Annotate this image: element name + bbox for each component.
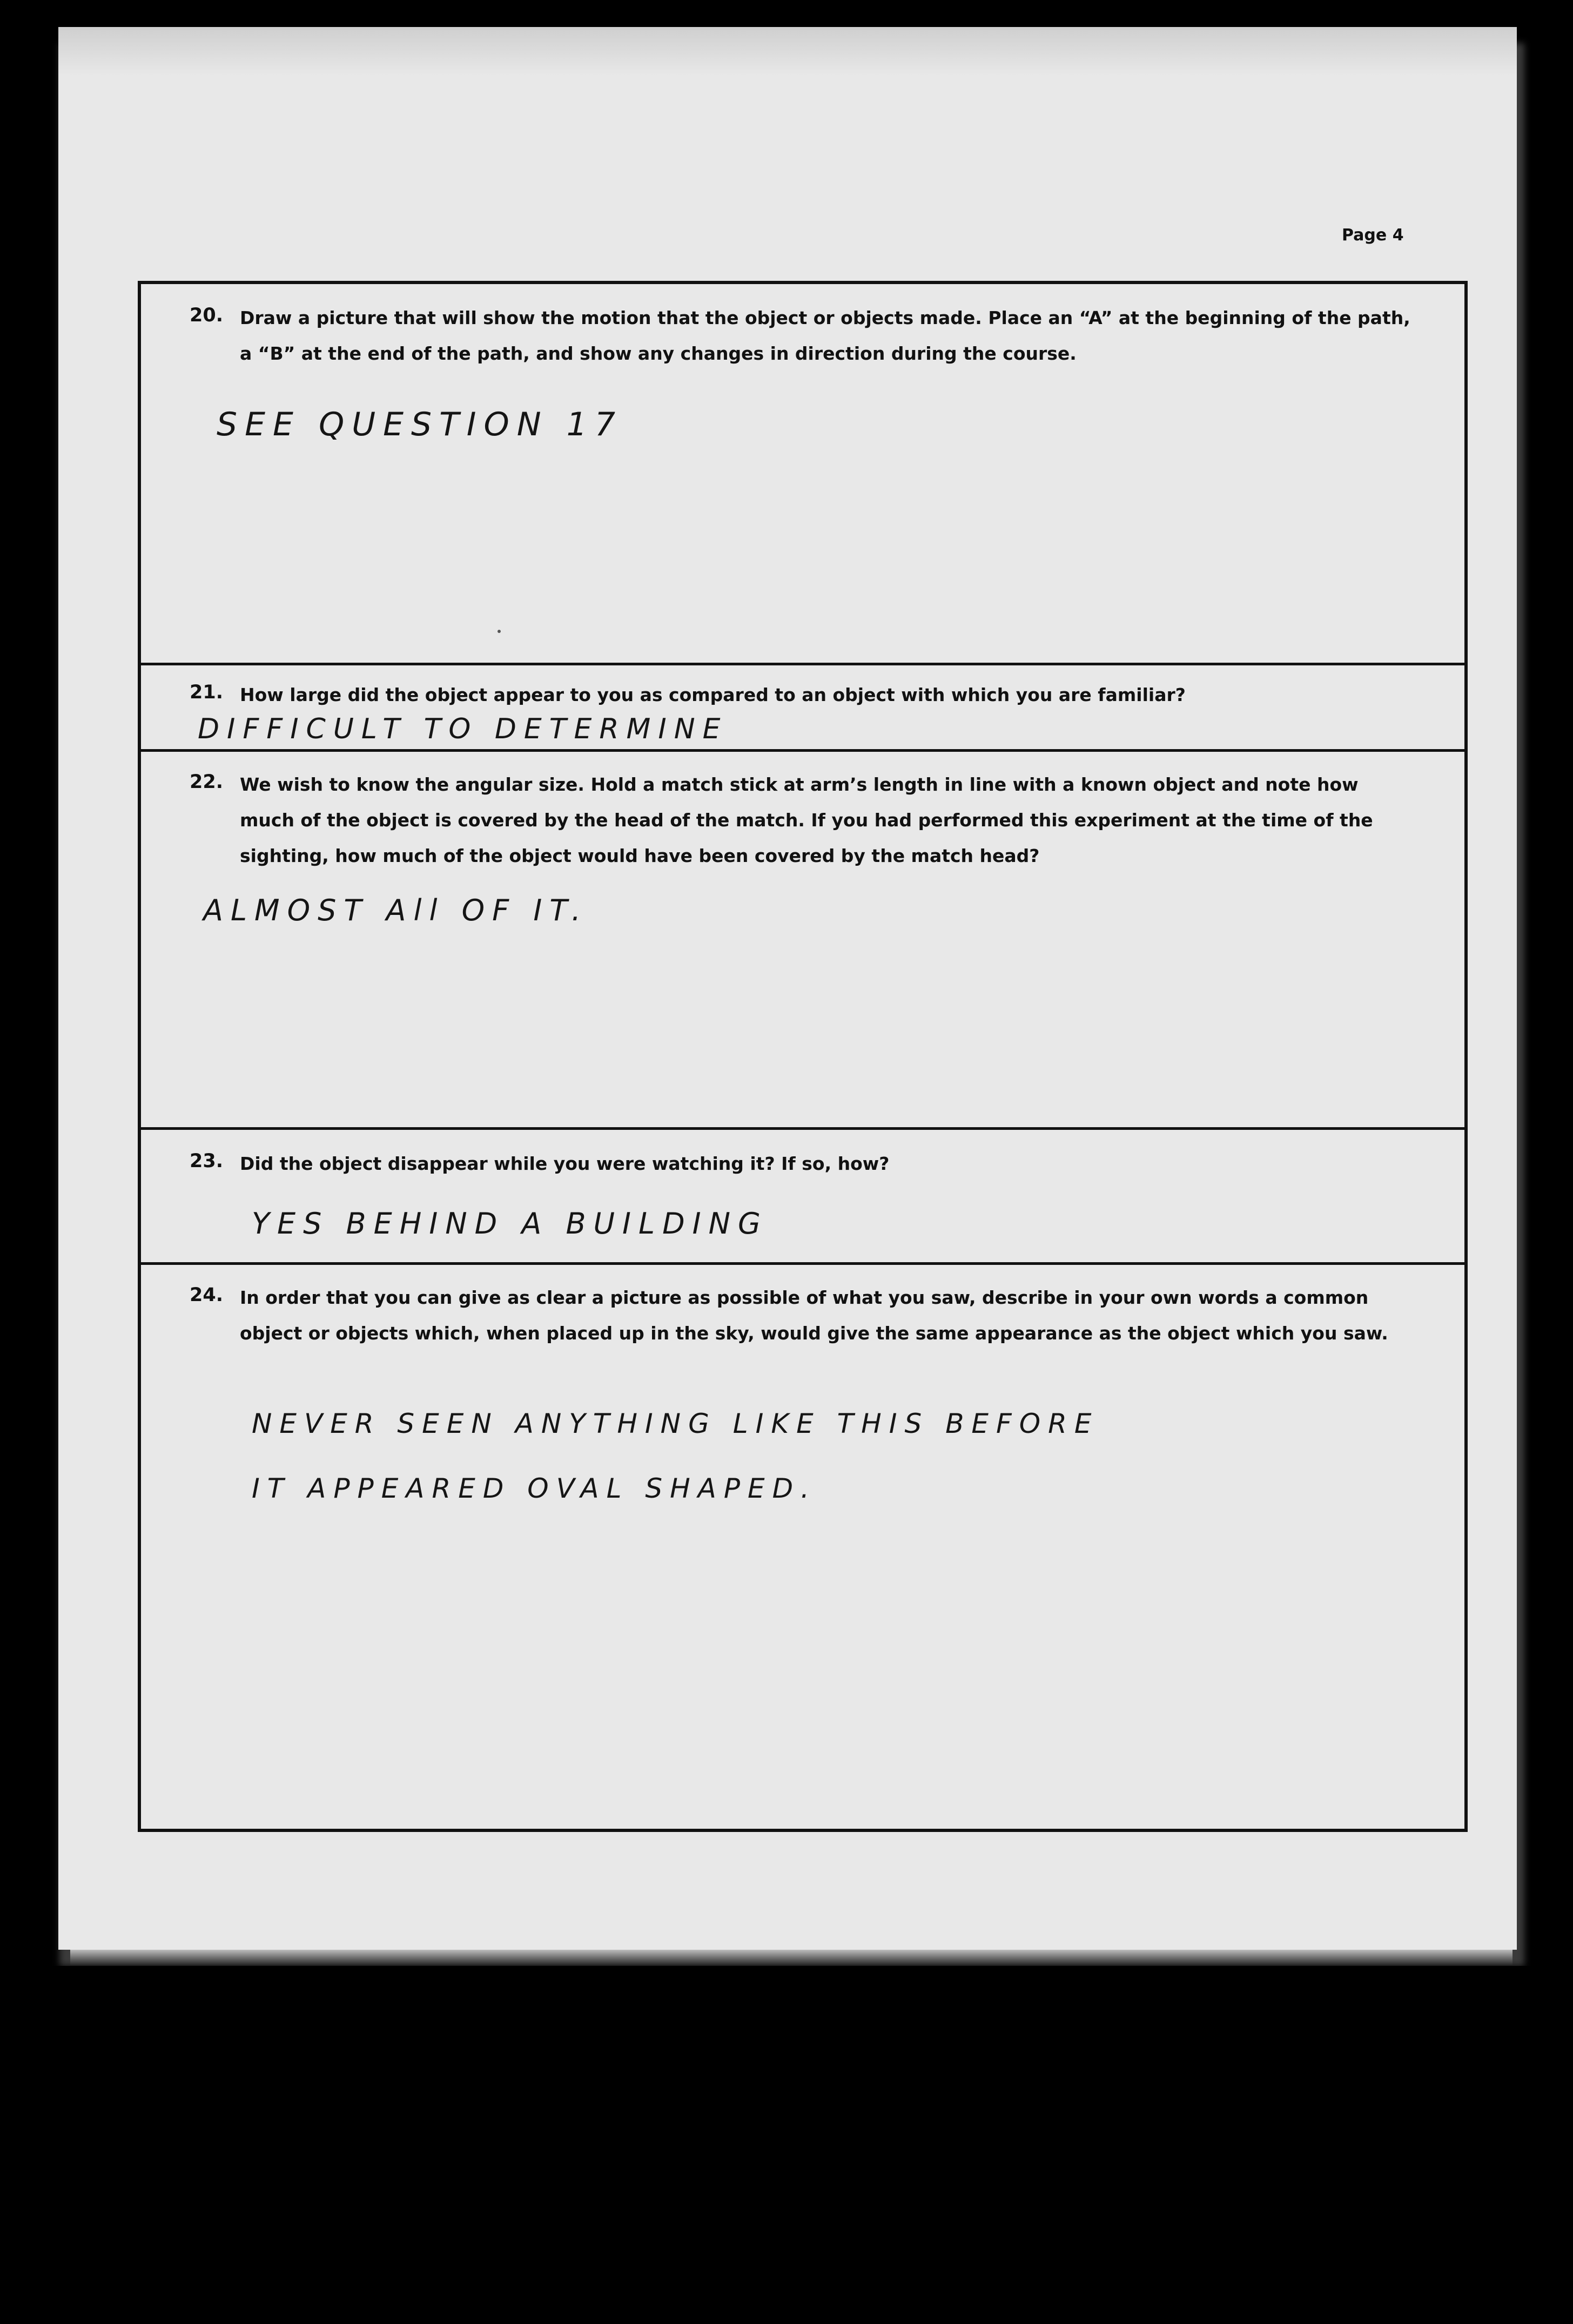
question-number: 24. [190, 1284, 224, 1306]
page-number: Page 4 [1342, 226, 1404, 245]
smudge-mark [498, 630, 501, 633]
question-23-section [141, 1130, 1464, 1265]
question-text: We wish to know the angular size. Hold a match stick at arm’s length in line with a known object and note how much of the object is covered by the head of the match. If you had performed this experiment at the time of the sighting, how much of the object would have been covered by the match head? [240, 774, 1373, 866]
question-number: 23. [190, 1150, 224, 1172]
handwritten-answer: DIFFICULT TO DETERMINE [198, 713, 728, 745]
question-text: In order that you can give as clear a picture as possible of what you saw, describe in your own words a common object or objects which, when placed up in the sky, would give the same appearance as the object which you saw. [240, 1287, 1388, 1344]
question-text: Did the object disappear while you were watching it? If so, how? [240, 1153, 890, 1174]
film-border [0, 1966, 1573, 2324]
handwritten-answer-line-2: IT APPEARED OVAL SHAPED. [252, 1473, 817, 1504]
question-number: 20. [190, 305, 224, 326]
handwritten-answer: ALMOST All OF IT. [203, 893, 589, 927]
handwritten-answer: YES BEHIND A BUILDING [252, 1207, 768, 1241]
question-24-section [141, 1265, 1464, 1832]
question-20-section [141, 284, 1464, 665]
question-text: How large did the object appear to you as compared to an object with which you are familiar? [240, 684, 1186, 705]
question-text: Draw a picture that will show the motion that the object or objects made. Place an “A” at the beginning of the path, a “B” at the end of the path, and show any changes in direction during the course. [240, 307, 1410, 364]
handwritten-answer: SEE QUESTION 17 [217, 406, 623, 443]
question-21-section [141, 665, 1464, 752]
questionnaire-form [138, 281, 1468, 1832]
handwritten-answer-line-1: NEVER SEEN ANYTHING LIKE THIS BEFORE [252, 1408, 1099, 1439]
paper-top-shade [58, 27, 1517, 76]
paper-bottom-edge [70, 1950, 1512, 1965]
question-number: 22. [190, 771, 224, 793]
question-number: 21. [190, 682, 224, 703]
question-22-section [141, 752, 1464, 1130]
